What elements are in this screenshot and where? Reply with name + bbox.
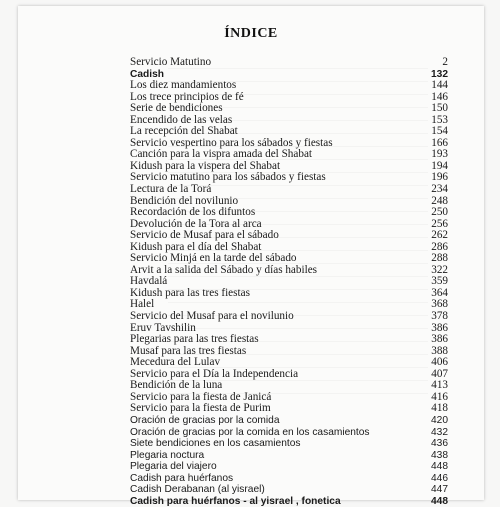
entry-page-number: 196 — [431, 171, 448, 184]
entry-label: Bendición de la luna — [130, 379, 223, 392]
index-entry — [130, 207, 448, 219]
entry-label: Lectura de la Torá — [130, 183, 212, 196]
entry-label: Servicio para el Día la Independencia — [130, 367, 299, 380]
entry-page-number: 146 — [431, 90, 448, 103]
entry-label: Havdalá — [130, 275, 168, 288]
entry-page-number: 420 — [431, 414, 448, 426]
index-entry — [130, 473, 448, 485]
index-title: ÍNDICE — [224, 26, 278, 41]
entry-page-number: 234 — [431, 183, 448, 196]
index-entry — [130, 461, 448, 473]
entry-label: Eruv Tavshilin — [130, 321, 196, 334]
entry-page-number: 166 — [431, 136, 448, 149]
entry-page-number: 406 — [431, 356, 448, 369]
entry-page-number: 132 — [431, 68, 448, 80]
entry-label: Cadish Derabanan (al yisrael) — [130, 484, 265, 496]
entry-page-number: 256 — [431, 217, 448, 230]
index-entry — [130, 403, 448, 415]
entry-label: Musaf para las tres fiestas — [130, 344, 247, 357]
entry-page-number: 432 — [431, 426, 448, 438]
entry-label: Kidush para las tres fiestas — [130, 286, 250, 299]
entry-page-number: 288 — [431, 252, 448, 265]
index-entry — [130, 438, 448, 450]
entry-page-number: 286 — [431, 240, 448, 253]
entry-label: La recepción del Shabat — [130, 125, 238, 138]
entry-label: Arvit a la salida del Sábado y días habiles — [130, 263, 318, 276]
index-entry — [130, 450, 448, 462]
entry-page-number: 364 — [431, 286, 448, 299]
entry-page-number: 250 — [431, 206, 448, 219]
entry-page-number: 386 — [431, 321, 448, 334]
entry-page-number: 416 — [431, 390, 448, 403]
index-entry — [130, 484, 448, 496]
entry-page-number: 248 — [431, 194, 448, 207]
entry-page-number: 322 — [431, 263, 448, 276]
entry-label: Plegarias para las tres fiestas — [130, 333, 259, 346]
entry-label: Oración de gracias por la comida en los casamientos — [130, 426, 370, 438]
index-entry — [130, 80, 448, 92]
book-page — [18, 6, 484, 507]
entry-page-number: 447 — [431, 484, 448, 496]
entry-label: Plegaria noctura — [130, 449, 205, 461]
entry-label: Devolución de la Tora al arca — [130, 217, 262, 230]
entry-label: Kidush para la vispera del Shabat — [130, 159, 281, 172]
entry-label: Servicio vespertino para los sábados y fiestas — [130, 136, 333, 149]
entry-label: Canción para la vispra amada del Shabat — [130, 148, 313, 161]
entry-label: Halel — [130, 298, 155, 311]
index-entry — [130, 311, 448, 323]
entry-page-number: 438 — [431, 449, 448, 461]
entry-label: Servicio Minjá en la tarde del sábado — [130, 252, 297, 265]
entry-label: Servicio para la fiesta de Purim — [130, 402, 271, 415]
entry-label: Cadish — [130, 68, 164, 80]
entry-page-number: 407 — [431, 367, 448, 380]
entry-page-number: 194 — [431, 159, 448, 172]
entry-label: Servicio matutino para los sábados y fiestas — [130, 171, 326, 184]
entry-page-number: 418 — [431, 402, 448, 415]
entry-label: Serie de bendiciones — [130, 102, 223, 115]
entry-page-number: 368 — [431, 298, 448, 311]
entry-label: Los trece principios de fé — [130, 90, 244, 103]
entry-label: Mecedura del Lulav — [130, 356, 221, 369]
entry-label: Encendido de las velas — [130, 113, 233, 126]
entry-page-number: 448 — [431, 461, 448, 473]
entry-label: Servicio de Musaf para el sábado — [130, 229, 279, 242]
index-entry — [130, 427, 448, 439]
entry-page-number: 150 — [431, 102, 448, 115]
entry-page-number: 144 — [431, 79, 448, 92]
entry-label: Bendición del novilunio — [130, 194, 239, 207]
index-entry — [130, 496, 448, 507]
entry-label: Los diez mandamientos — [130, 79, 237, 92]
index-entry — [130, 103, 448, 115]
entry-label: Servicio para la fiesta de Janicá — [130, 390, 272, 403]
entry-label: Servicio Matutino — [130, 56, 212, 68]
index-entry — [130, 415, 448, 427]
entry-page-number: 2 — [442, 56, 448, 68]
entry-page-number: 193 — [431, 148, 448, 161]
entry-label: Oración de gracias por la comida — [130, 414, 280, 426]
index-entry — [130, 184, 448, 196]
entry-page-number: 436 — [431, 438, 448, 450]
entry-page-number: 153 — [431, 113, 448, 126]
index-entry — [130, 288, 448, 300]
entry-page-number: 262 — [431, 229, 448, 242]
entry-page-number: 359 — [431, 275, 448, 288]
entry-page-number: 154 — [431, 125, 448, 138]
entry-label: Cadish para huérfanos - al yisrael , fonetica — [130, 495, 341, 507]
index-list — [130, 57, 448, 507]
entry-label: Kidush para el día del Shabat — [130, 240, 262, 253]
entry-label: Cadish para huérfanos — [130, 472, 234, 484]
index-entry — [130, 334, 448, 346]
entry-label: Plegaria del viajero — [130, 461, 217, 473]
entry-page-number: 413 — [431, 379, 448, 392]
entry-page-number: 446 — [431, 472, 448, 484]
entry-label: Siete bendiciones en los casamientos — [130, 438, 301, 450]
entry-page-number: 448 — [431, 495, 448, 507]
entry-label: Recordación de los difuntos — [130, 206, 256, 219]
entry-page-number: 378 — [431, 310, 448, 323]
index-entry — [130, 265, 448, 277]
entry-label: Servicio del Musaf para el novilunio — [130, 310, 294, 323]
index-entry — [130, 57, 448, 69]
entry-page-number: 388 — [431, 344, 448, 357]
entry-page-number: 386 — [431, 333, 448, 346]
